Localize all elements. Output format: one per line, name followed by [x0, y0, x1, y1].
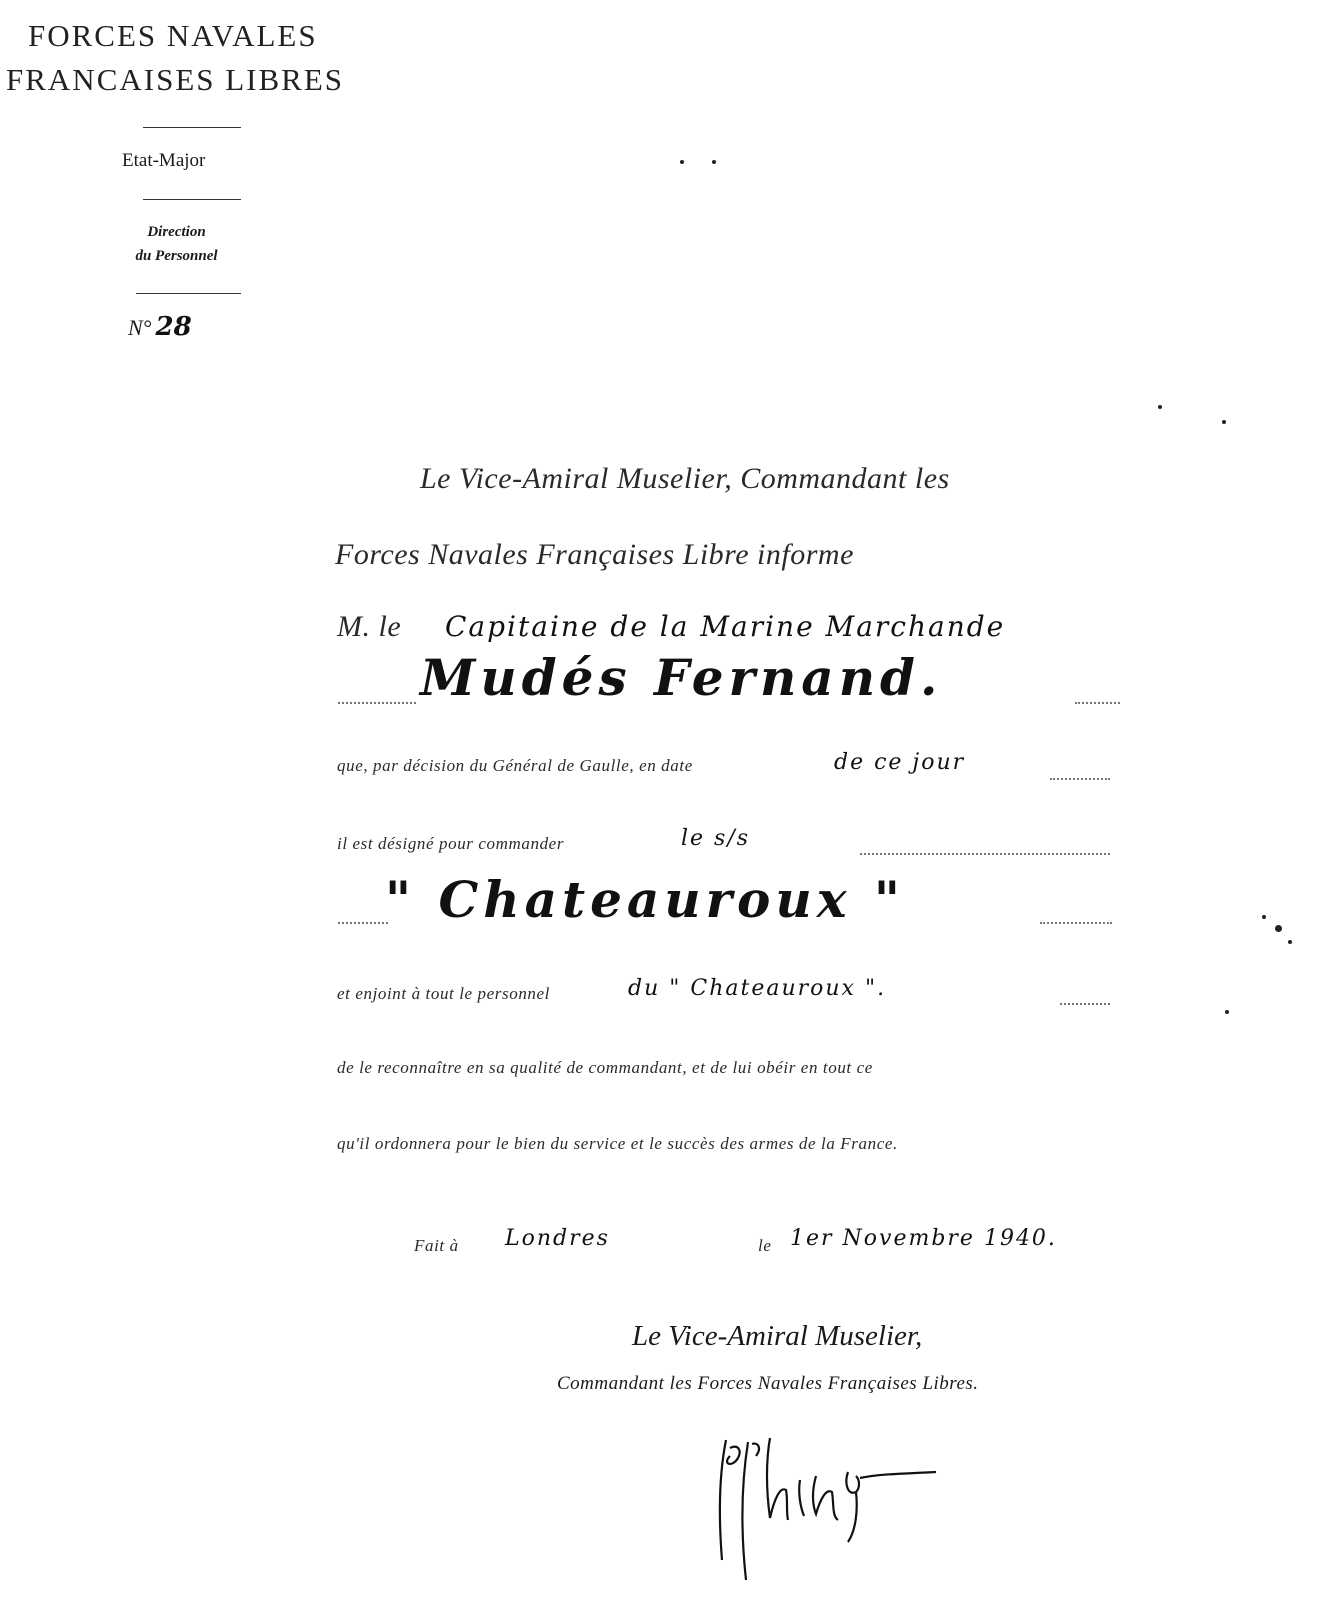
direction-line-2: du Personnel: [135, 248, 218, 264]
letterhead-line-1: FORCES NAVALES: [28, 18, 318, 53]
divider: [143, 199, 241, 200]
date-handwritten: de ce jour: [834, 750, 966, 775]
body-line-5-prefix: que, par décision du Général de Gaulle, en date: [337, 756, 693, 775]
direction-line-1: Direction: [147, 224, 206, 240]
scan-speck: [1288, 940, 1292, 944]
dotted-line: [1050, 778, 1110, 780]
direction-label: [104, 220, 249, 268]
dotted-line: [1060, 1003, 1110, 1005]
body-line-10: qu'il ordonnera pour le bien du service et le succès des armes de la France.: [337, 1134, 898, 1153]
ship-name-handwritten: " Chateauroux ": [385, 870, 905, 929]
etat-major-label: Etat-Major: [122, 150, 206, 171]
signatory-subtitle: Commandant les Forces Navales Françaises Libres.: [557, 1373, 979, 1394]
divider: [136, 293, 241, 294]
number-value: 28: [155, 312, 192, 342]
body-line-6-prefix: il est désigné pour commander: [337, 834, 565, 853]
dotted-line: [338, 702, 416, 704]
dotted-line: [860, 853, 1110, 855]
scan-speck: [1225, 1010, 1229, 1014]
rank-handwritten: Capitaine de la Marine Marchande: [445, 610, 1006, 643]
scan-speck: [680, 160, 684, 164]
scan-speck: [1275, 925, 1282, 932]
vessel-type-handwritten: le s/s: [681, 826, 751, 851]
dotted-line: [338, 922, 388, 924]
scan-speck: [712, 160, 716, 164]
letterhead-line-2: FRANCAISES LIBRES: [6, 62, 345, 97]
dotted-line: [1075, 702, 1120, 704]
body-line-3-prefix: M. le: [337, 610, 402, 643]
body-line-1: Le Vice-Amiral Muselier, Commandant les: [420, 462, 950, 495]
scan-speck: [1222, 420, 1226, 424]
captain-name-handwritten: Mudés Fernand.: [420, 648, 943, 707]
body-line-9: de le reconnaître en sa qualité de commandant, et de lui obéir en tout ce: [337, 1058, 873, 1077]
dotted-line: [1040, 922, 1112, 924]
signature-date-handwritten: 1er Novembre 1940.: [790, 1226, 1057, 1251]
body-line-2: Forces Navales Françaises Libre informe: [335, 538, 854, 571]
signatory-title: Le Vice-Amiral Muselier,: [632, 1320, 923, 1352]
scan-speck: [1262, 915, 1266, 919]
document-number: [128, 312, 192, 342]
crew-ship-handwritten: du " Chateauroux ".: [628, 976, 887, 1001]
body-line-8-prefix: et enjoint à tout le personnel: [337, 984, 550, 1003]
scan-speck: [1158, 405, 1162, 409]
handwritten-signature: [708, 1430, 958, 1590]
place-handwritten: Londres: [505, 1226, 610, 1251]
divider: [143, 127, 241, 128]
number-label: N°: [128, 315, 152, 340]
date-label: le: [758, 1236, 772, 1255]
fait-a-label: Fait à: [414, 1236, 459, 1255]
